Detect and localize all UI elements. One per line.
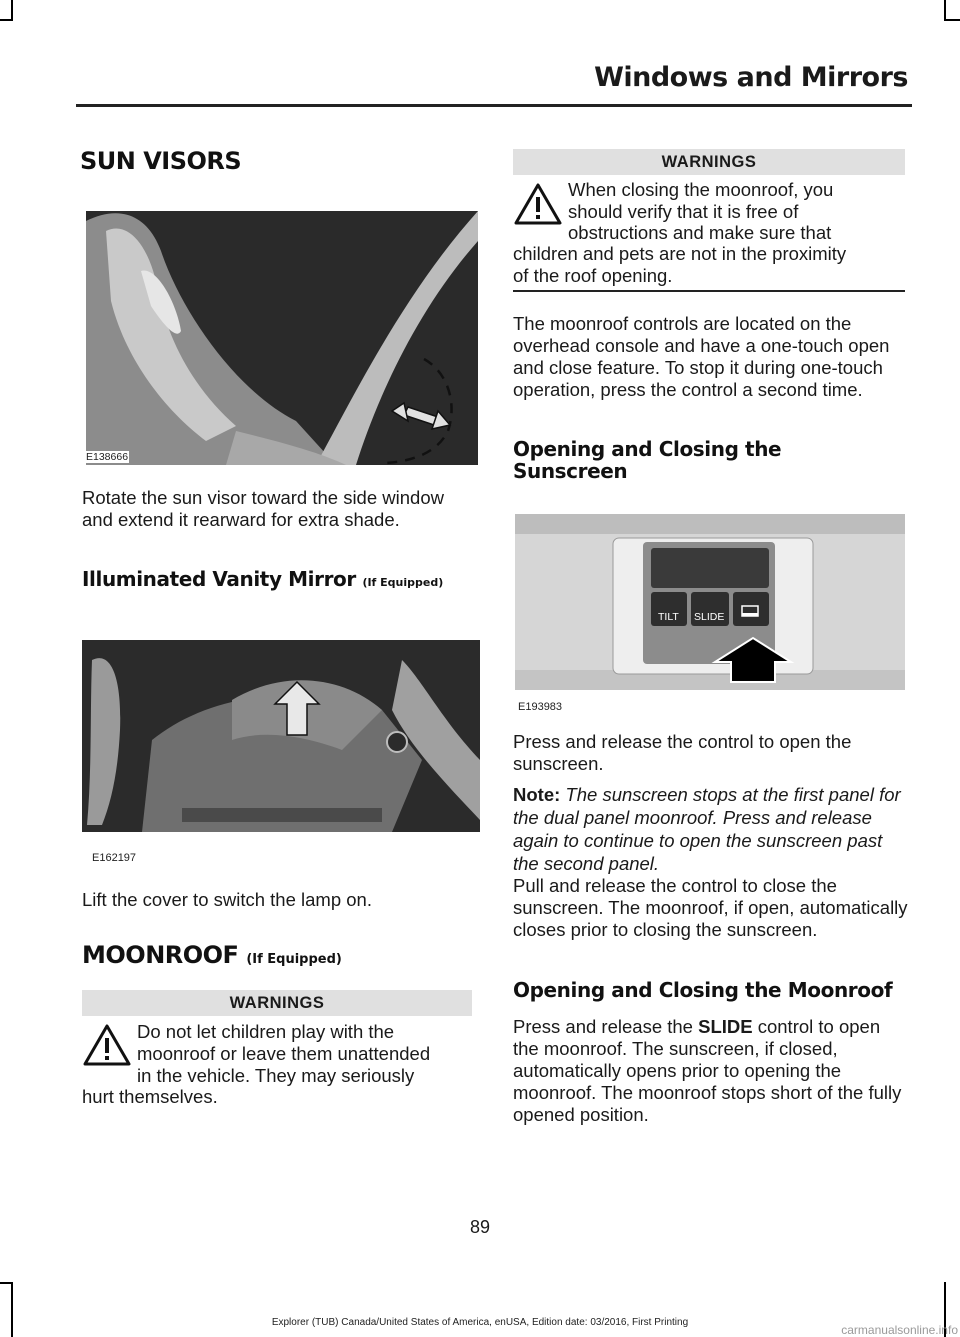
- left-warnings-title: WARNINGS: [82, 990, 472, 1016]
- sunscreen-heading-line-2: Sunscreen: [513, 459, 628, 483]
- right-warning-line-1: When closing the moonroof, you: [568, 179, 834, 200]
- slide-button: SLIDE: [694, 611, 725, 623]
- left-warning-line-2: moonroof or leave them unattended: [137, 1043, 431, 1064]
- figure-code-e138666: E138666: [86, 451, 129, 463]
- moonroof-heading: [82, 941, 342, 969]
- slide-instructions-lead: Press and release the: [513, 1016, 693, 1037]
- sun-visor-instructions: Rotate the sun visor toward the side window and extend it rearward for extra shade.: [82, 487, 444, 530]
- header-divider: [76, 104, 912, 107]
- crop-mark-top-left-h: [0, 19, 13, 21]
- page-header-title: Windows and Mirrors: [594, 62, 908, 93]
- close-sunscreen-text: Pull and release the control to close the sunscreen. The moonroof, if open, automatically closes prior to closing the sunscreen.: [513, 875, 908, 940]
- page-number: 89: [469, 1217, 491, 1237]
- right-warning-line-2: should verify that it is free of: [568, 201, 799, 222]
- left-warning-tail: hurt themselves.: [82, 1086, 218, 1107]
- sun-visors-heading: SUN VISORS: [80, 147, 242, 175]
- moonroof-slide-instructions: [513, 1016, 909, 1126]
- vanity-mirror-qualifier: (If Equipped): [362, 576, 444, 589]
- vanity-mirror-heading-text: Illuminated Vanity Mirror: [82, 567, 356, 591]
- vanity-mirror-instructions: Lift the cover to switch the lamp on.: [82, 889, 372, 910]
- crop-mark-bottom-left-v: [11, 1282, 13, 1337]
- overhead-console-illustration: [513, 510, 907, 694]
- sun-visor-illustration: [86, 211, 478, 465]
- slide-instructions-rest: control to open the moonroof. The sunscreen, if closed, automatically opens prior to opening the moonroof. The moonroof stops short of the fully opened position.: [513, 1016, 902, 1125]
- sunscreen-heading-line-1: Opening and Closing the: [513, 437, 782, 461]
- right-warnings-title: WARNINGS: [513, 149, 905, 175]
- crop-mark-bottom-left-h: [0, 1282, 13, 1284]
- sun-visor-figure: [86, 211, 478, 465]
- sunscreen-note: [513, 783, 909, 875]
- moonroof-open-close-heading: Opening and Closing the Moonroof: [513, 978, 893, 1002]
- right-warning-line-3: obstructions and make sure that: [568, 222, 832, 243]
- left-warning-line-1: Do not let children play with the: [137, 1021, 395, 1042]
- slide-control-label: SLIDE: [698, 1016, 753, 1037]
- warning-triangle-icon: [82, 1023, 132, 1067]
- tilt-button: TILT: [658, 611, 679, 623]
- crop-mark-top-left-v: [11, 0, 13, 19]
- crop-mark-top-right-v: [944, 0, 946, 19]
- figure-code-e193983: E193983: [518, 701, 563, 713]
- edition-footer: Explorer (TUB) Canada/United States of America, enUSA, Edition date: 03/2016, First Printing: [271, 1317, 689, 1328]
- left-warning-line-3: in the vehicle. They may seriously: [137, 1065, 415, 1086]
- vanity-mirror-figure: [82, 640, 480, 832]
- note-label: Note:: [513, 784, 561, 805]
- warning-triangle-icon: [513, 182, 563, 226]
- moonroof-qualifier: (If Equipped): [246, 952, 342, 967]
- note-text: The sunscreen stops at the first panel for the dual panel moonroof. Press and release again to continue to open the sunscreen past the second panel.: [513, 784, 901, 874]
- vanity-mirror-heading: [82, 568, 482, 594]
- open-sunscreen-text: Press and release the control to open the sunscreen.: [513, 731, 852, 774]
- right-warning-tail-2: of the roof opening.: [513, 265, 673, 286]
- vanity-mirror-illustration: [82, 640, 480, 832]
- figure-code-e162197: E162197: [92, 852, 137, 864]
- watermark: carmanualsonline.info: [841, 1323, 958, 1337]
- warning-divider: [513, 290, 905, 292]
- moonroof-controls-text: The moonroof controls are located on the overhead console and have a one-touch open and close feature. To stop it during one-touch operation, press the control a second time.: [513, 313, 890, 400]
- right-warning-tail-1: children and pets are not in the proximity: [513, 243, 847, 264]
- sunscreen-console-figure: [513, 510, 907, 694]
- moonroof-heading-text: MOONROOF: [82, 941, 239, 969]
- crop-mark-top-right-h: [944, 19, 960, 21]
